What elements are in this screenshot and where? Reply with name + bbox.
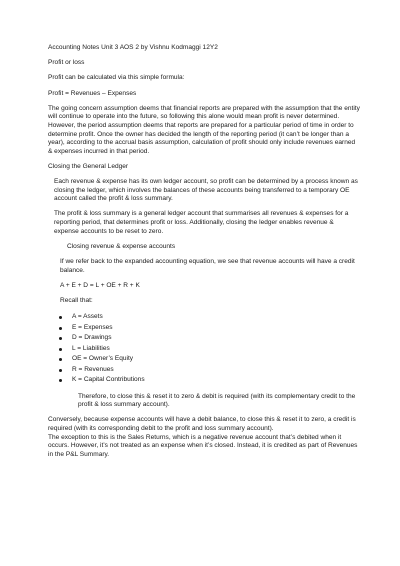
bullet-icon [59, 316, 62, 319]
heading-closing-revenue-expense: Closing revenue & expense accounts [67, 242, 176, 250]
list-item: L = Liabilities [48, 344, 360, 355]
going-concern-paragraph: The going concern assumption deems that financial reports are prepared with the assumption that the entity will continue to operate into the future, so following this alone would mean profit is never determined. However, the period assumption deems that reports are prepared for a particular period of time in order to determine profit. Once the owner has decided the length of the reporting period (it can’t be longer than a year), according to the accrual basis assumption, calculation of profit should only include revenues earned & expenses incurred in that period. [48, 104, 360, 155]
recall-list [48, 312, 360, 386]
therefore-paragraph: Therefore, to close this & reset it to zero & debit is required (with its complementary credit to the profit & loss summary account). [78, 392, 356, 409]
document-title: Accounting Notes Unit 3 AOS 2 by Vishnu Kodmaggi 12Y2 [48, 44, 218, 51]
profit-formula: Profit = Revenues – Expenses [48, 89, 137, 97]
bullet-icon [59, 369, 62, 372]
conversely-paragraph: Conversely, because expense accounts will have a debit balance, to close this & reset it to zero, a credit is required (with its corresponding debit to the profit and loss summary account). [48, 416, 356, 433]
list-item: OE = Owner’s Equity [48, 354, 360, 365]
bullet-icon [59, 337, 62, 340]
bullet-icon [59, 348, 62, 351]
list-item: D = Drawings [48, 333, 360, 344]
bullet-icon [59, 327, 62, 330]
list-item: R = Revenues [48, 365, 360, 376]
bullet-icon [59, 379, 62, 382]
expanded-accounting-equation: A + E + D = L + OE + R + K [60, 281, 140, 289]
exception-paragraph: The exception to this is the Sales Returns, which is a negative revenue account that’s debited when it occurs. However, it’s not treated as an expense when it’s closed. Instead, it is credited as part of Revenues in the P&L Summary. [48, 433, 358, 458]
expanded-equation-paragraph: If we refer back to the expanded accounting equation, we see that revenue accounts will have a credit balance. [60, 258, 355, 274]
list-item: E = Expenses [48, 323, 360, 334]
document-body [48, 44, 360, 459]
recall-label: Recall that: [60, 297, 93, 304]
formula-intro: Profit can be calculated via this simple formula: [48, 74, 185, 82]
heading-closing-general-ledger: Closing the General Ledger [48, 162, 129, 170]
bullet-icon [59, 358, 62, 361]
closing-ledger-paragraph: Each revenue & expense has its own ledger account, so profit can be determined by a process known as closing the ledger, which involves the balances of these accounts being transferred to a temporary OE account called the profit & loss summary. [54, 178, 358, 203]
profit-loss-summary-paragraph: The profit & loss summary is a general ledger account that summarises all revenues & expenses for a reporting period, that determines profit or loss. Additionally, closing the ledger enables revenue & expense accounts to be reset to zero. [54, 210, 349, 235]
list-item: A = Assets [48, 312, 360, 323]
list-item: K = Capital Contributions [48, 375, 360, 386]
heading-profit-or-loss: Profit or loss [48, 59, 85, 67]
